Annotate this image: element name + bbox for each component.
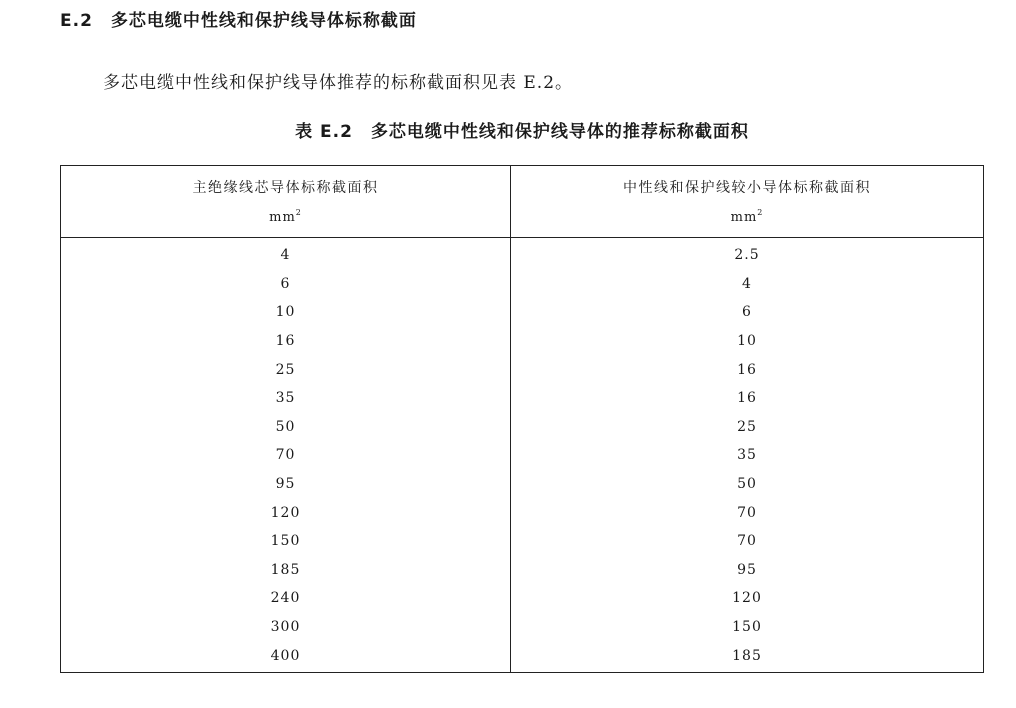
column-header-unit: $mm^2$ — [730, 208, 764, 225]
cell-main-conductor-area: 95 — [61, 470, 511, 499]
cell-neutral-protective-area: 35 — [737, 447, 757, 464]
table-row — [61, 584, 984, 613]
table-row — [61, 384, 984, 413]
table-row — [61, 413, 984, 442]
cell-main-conductor-area: 10 — [61, 298, 511, 327]
cell-main-conductor-area: 6 — [61, 270, 511, 299]
cell-neutral-protective-area: 185 — [732, 647, 762, 664]
cell-main-conductor-area: 70 — [61, 441, 511, 470]
column-header-neutral-protective — [511, 166, 984, 238]
cell-main-conductor-area: 35 — [61, 384, 511, 413]
cell-neutral-protective-area: 95 — [737, 561, 757, 578]
table-row — [61, 327, 984, 356]
cell-neutral-protective-area: 10 — [737, 333, 757, 350]
section-heading — [60, 6, 417, 31]
table-row — [61, 355, 984, 384]
table-row — [61, 441, 984, 470]
table-caption-number: 表 E.2 — [295, 122, 353, 142]
cell-main-conductor-area: 400 — [61, 641, 511, 672]
cell-neutral-protective-area: 70 — [737, 533, 757, 550]
cell-neutral-protective-area: 50 — [737, 476, 757, 493]
column-header-unit: $mm^2$ — [269, 208, 302, 225]
cell-neutral-protective-area: 150 — [732, 619, 762, 636]
cell-main-conductor-area: 4 — [61, 238, 511, 270]
intro-paragraph: 多芯电缆中性线和保护线导体推荐的标称截面积见表 E.2。 — [103, 73, 574, 93]
cell-main-conductor-area: 300 — [61, 613, 511, 642]
table-row — [61, 298, 984, 327]
cell-main-conductor-area: 185 — [61, 556, 511, 585]
column-header-title: 主绝缘线芯导体标称截面积 — [192, 180, 379, 196]
cell-neutral-protective-area: 16 — [737, 390, 757, 407]
cell-main-conductor-area: 25 — [61, 355, 511, 384]
cell-neutral-protective-area: 120 — [732, 590, 762, 607]
table-row — [61, 238, 984, 270]
table-row — [61, 641, 984, 672]
table-row — [61, 498, 984, 527]
cell-neutral-protective-area: 4 — [742, 275, 752, 292]
column-header-title: 中性线和保护线较小导体标称截面积 — [623, 180, 871, 196]
section-number: E.2 — [60, 11, 93, 31]
table-row — [61, 556, 984, 585]
table-caption — [0, 117, 1016, 142]
table-body — [61, 238, 984, 673]
column-header-main-conductor — [61, 166, 511, 238]
table-header-row — [61, 166, 984, 238]
table-row — [61, 270, 984, 299]
cell-neutral-protective-area: 70 — [737, 504, 757, 521]
cell-neutral-protective-area: 25 — [737, 418, 757, 435]
cell-main-conductor-area: 120 — [61, 498, 511, 527]
cell-main-conductor-area: 150 — [61, 527, 511, 556]
cell-neutral-protective-area: 16 — [737, 361, 757, 378]
table-row — [61, 470, 984, 499]
cell-main-conductor-area: 240 — [61, 584, 511, 613]
cell-main-conductor-area: 16 — [61, 327, 511, 356]
cell-main-conductor-area: 50 — [61, 413, 511, 442]
table-row — [61, 527, 984, 556]
section-title: 多芯电缆中性线和保护线导体标称截面 — [110, 11, 417, 31]
table-row — [61, 613, 984, 642]
cross-section-table — [60, 165, 984, 673]
cell-neutral-protective-area: 2.5 — [734, 247, 760, 264]
cell-neutral-protective-area: 6 — [742, 304, 752, 321]
table-caption-title: 多芯电缆中性线和保护线导体的推荐标称截面积 — [370, 122, 749, 142]
